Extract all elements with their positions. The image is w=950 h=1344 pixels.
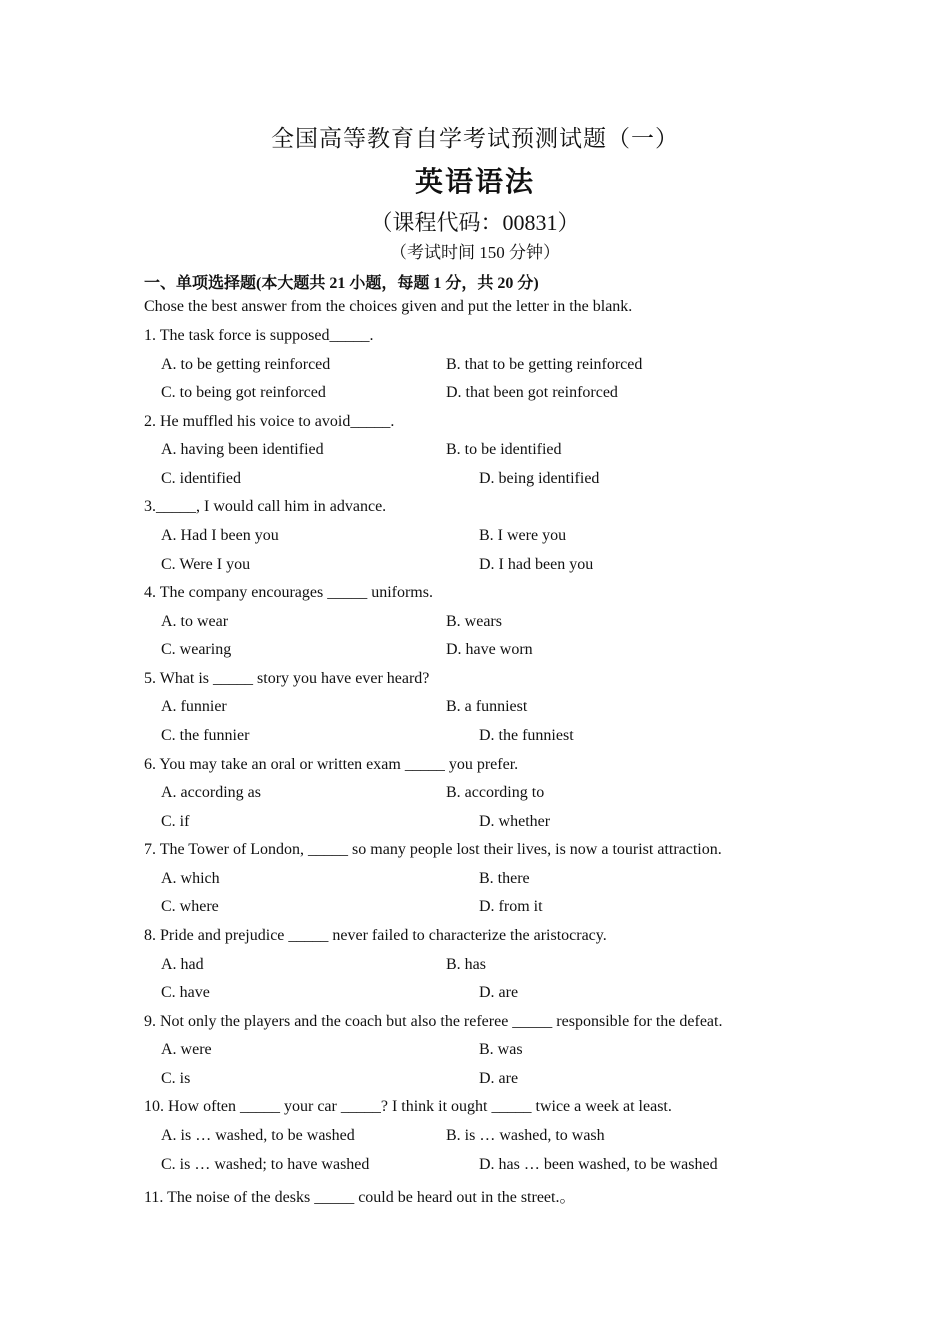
option-a: A. to wear	[161, 613, 229, 630]
question-stem: 1. The task force is supposed_____.	[144, 327, 374, 344]
option-c: C. the funnier	[161, 727, 250, 744]
option-d: D. from it	[479, 898, 543, 915]
option-c: C. have	[161, 984, 210, 1001]
option-d: D. have worn	[446, 641, 533, 658]
option-b: B. has	[446, 956, 486, 973]
option-b: B. was	[479, 1041, 523, 1058]
exam-duration: （考试时间 150 分钟）	[390, 243, 560, 262]
option-d: D. are	[479, 1070, 519, 1087]
option-d: D. being identified	[479, 470, 600, 487]
section-heading: 一、单项选择题(本大题共 21 小题，每题 1 分，共 20 分)	[144, 275, 539, 292]
option-d: D. has … been washed, to be washed	[479, 1156, 718, 1173]
option-c: C. wearing	[161, 641, 232, 658]
option-a: A. which	[161, 870, 220, 887]
option-a: A. funnier	[161, 698, 227, 715]
question-stem: 4. The company encourages _____ uniforms.	[144, 584, 433, 601]
question-stem: 6. You may take an oral or written exam _____ you prefer.	[144, 756, 519, 773]
subject-title: 英语语法	[414, 167, 535, 198]
option-b: B. I were you	[479, 527, 567, 544]
option-b: B. that to be getting reinforced	[446, 356, 643, 373]
question-stem: 3._____, I would call him in advance.	[144, 498, 387, 515]
question-stem: 8. Pride and prejudice _____ never failed to characterize the aristocracy.	[144, 927, 607, 944]
option-c: C. if	[161, 813, 190, 830]
option-b: B. is … washed, to wash	[446, 1127, 605, 1144]
option-b: B. to be identified	[446, 441, 562, 458]
option-c: C. where	[161, 898, 219, 915]
option-c: C. is … washed; to have washed	[161, 1156, 370, 1173]
question-stem: 11. The noise of the desks _____ could be heard out in the street.。	[144, 1189, 576, 1206]
option-d: D. are	[479, 984, 519, 1001]
question-stem: 9. Not only the players and the coach but also the referee _____ responsible for the defeat.	[144, 1013, 723, 1030]
question-stem: 5. What is _____ story you have ever heard?	[144, 670, 430, 687]
option-d: D. the funniest	[479, 727, 574, 744]
option-a: A. to be getting reinforced	[161, 356, 331, 373]
option-c: C. is	[161, 1070, 191, 1087]
option-b: B. there	[479, 870, 530, 887]
option-b: B. a funniest	[446, 698, 528, 715]
option-a: A. were	[161, 1041, 212, 1058]
option-a: A. according as	[161, 784, 261, 801]
option-c: C. Were I you	[161, 556, 251, 573]
option-d: D. that been got reinforced	[446, 384, 618, 401]
option-a: A. Had I been you	[161, 527, 279, 544]
question-stem: 7. The Tower of London, _____ so many people lost their lives, is now a tourist attraction.	[144, 841, 722, 858]
question-stem: 10. How often _____ your car _____? I think it ought _____ twice a week at least.	[144, 1098, 672, 1115]
option-c: C. identified	[161, 470, 241, 487]
option-d: D. I had been you	[479, 556, 594, 573]
option-a: A. having been identified	[161, 441, 324, 458]
exam-title: 全国高等教育自学考试预测试题（一）	[271, 126, 679, 151]
option-a: A. had	[161, 956, 204, 973]
option-b: B. according to	[446, 784, 545, 801]
option-b: B. wears	[446, 613, 502, 630]
course-code: （课程代码：00831）	[370, 210, 580, 235]
option-c: C. to being got reinforced	[161, 384, 326, 401]
option-a: A. is … washed, to be washed	[161, 1127, 355, 1144]
section-instruction: Chose the best answer from the choices given and put the letter in the blank.	[144, 298, 633, 315]
question-stem: 2. He muffled his voice to avoid_____.	[144, 413, 395, 430]
option-d: D. whether	[479, 813, 551, 830]
